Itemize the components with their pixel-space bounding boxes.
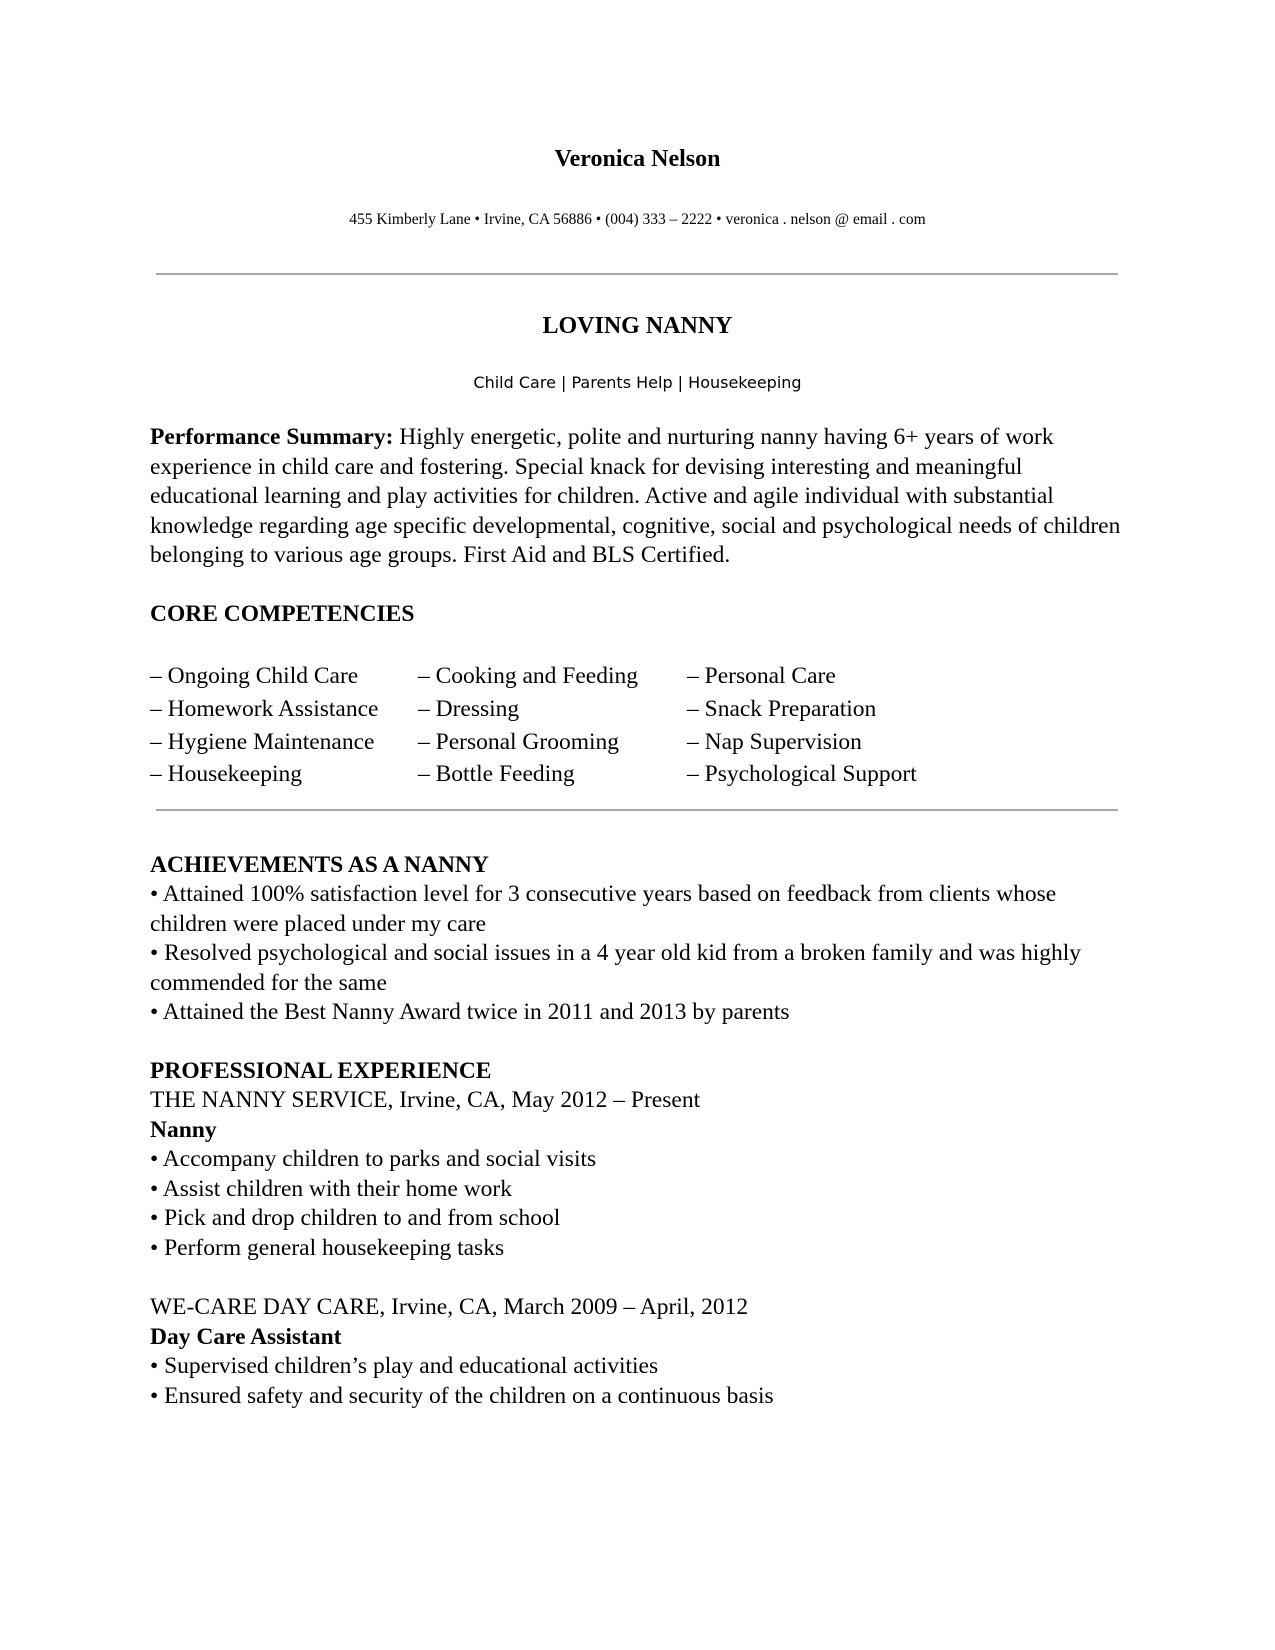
competency-item: – Cooking and Feeding xyxy=(418,663,638,689)
achievement-item: • Resolved psychological and social issues in a 4 year old kid from a broken family and was highly commended for the same xyxy=(150,940,1082,996)
job-employer: THE NANNY SERVICE, Irvine, CA, May 2012 – Present xyxy=(150,1087,701,1113)
competency-item: – Psychological Support xyxy=(687,761,917,788)
achievement-item: • Attained 100% satisfaction level for 3 consecutive years based on feedback from clients whose children were placed under my care xyxy=(150,881,1057,937)
achievement-item: • Attained the Best Nanny Award twice in 2011 and 2013 by parents xyxy=(150,999,790,1025)
competency-column-2 xyxy=(418,660,638,791)
job-duty: • Ensured safety and security of the children on a continuous basis xyxy=(150,1382,774,1409)
contact-line: 455 Kimberly Lane • Irvine, CA 56886 • (004) 333 – 2222 • veronica . nelson @ email . com xyxy=(349,211,926,228)
job-duty: • Supervised children’s play and educational activities xyxy=(150,1353,659,1379)
core-competencies-heading: CORE COMPETENCIES xyxy=(150,601,415,627)
job-duty: • Pick and drop children to and from school xyxy=(150,1205,561,1231)
competency-item: – Hygiene Maintenance xyxy=(150,728,375,755)
divider-top xyxy=(156,273,1118,275)
job-duty: • Perform general housekeeping tasks xyxy=(150,1234,505,1261)
competency-item: – Homework Assistance xyxy=(150,695,379,722)
competency-item: – Personal Care xyxy=(687,663,836,689)
achievements-heading: ACHIEVEMENTS AS A NANNY xyxy=(150,852,489,878)
performance-summary xyxy=(150,423,1125,571)
summary-text: Highly energetic, polite and nurturing nanny having 6+ years of work experience in child care and fostering. Special knack for devising interesting and meaningful educational learning and play activities for children. Active and agile individual with substantial knowledge regarding age specific developmental, cognitive, social and psychological needs of children belonging to various age groups. First Aid and BLS Certified. xyxy=(150,424,1121,568)
job-role: Nanny xyxy=(150,1116,217,1143)
headline-title: LOVING NANNY xyxy=(542,313,733,339)
competency-item: – Bottle Feeding xyxy=(418,761,575,788)
job-entry xyxy=(150,1293,1130,1411)
summary-label: Performance Summary: xyxy=(150,424,394,450)
job-employer: WE-CARE DAY CARE, Irvine, CA, March 2009 – April, 2012 xyxy=(150,1294,749,1320)
competency-item: – Dressing xyxy=(418,695,520,722)
competency-column-3 xyxy=(687,660,917,791)
job-duty: • Accompany children to parks and social visits xyxy=(150,1146,597,1172)
job-entry xyxy=(150,1086,1130,1263)
headline-tagline: Child Care | Parents Help | Housekeeping xyxy=(473,373,802,392)
job-role: Day Care Assistant xyxy=(150,1323,342,1350)
competency-item: – Housekeeping xyxy=(150,761,303,788)
competency-item: – Ongoing Child Care xyxy=(150,663,359,689)
experience-heading: PROFESSIONAL EXPERIENCE xyxy=(150,1058,492,1084)
competency-item: – Nap Supervision xyxy=(687,728,862,755)
candidate-name: Veronica Nelson xyxy=(554,146,721,172)
divider-middle xyxy=(156,809,1118,811)
competency-item: – Personal Grooming xyxy=(418,728,620,755)
achievements-list xyxy=(150,880,1130,1028)
competency-column-1 xyxy=(150,660,378,791)
competency-item: – Snack Preparation xyxy=(687,695,877,722)
job-duty: • Assist children with their home work xyxy=(150,1175,512,1202)
